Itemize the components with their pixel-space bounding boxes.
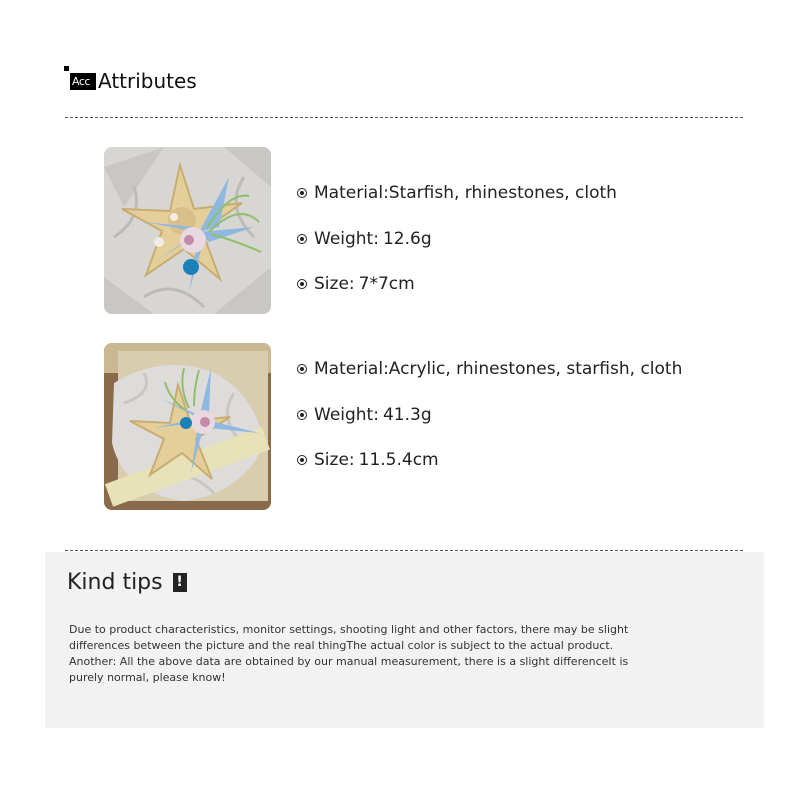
spec-value: 12.6g <box>382 229 432 249</box>
product-image-2[interactable] <box>104 343 271 510</box>
spec-material <box>297 183 617 203</box>
spec-label: Weight: <box>314 405 379 425</box>
spec-label: Material: <box>314 359 389 379</box>
product-card-1 <box>104 147 724 314</box>
bullet-icon <box>297 410 307 420</box>
tips-body: Due to product characteristics, monitor settings, shooting light and other factors, there may be slight differences between the picture and the real thingThe actual color is subject to the actual product. Another: All the above data are obtained by our manual measurement, there is a slight differenceIt is purely normal, please know! <box>69 623 629 684</box>
starfish-hairclip-photo <box>104 147 271 314</box>
product-image-1[interactable] <box>104 147 271 314</box>
spec-weight <box>297 229 432 249</box>
section-badge: Acc <box>70 73 96 90</box>
spec-value: 41.3g <box>382 405 432 425</box>
exclamation-icon: ! <box>173 573 187 592</box>
title-marker-dot <box>64 66 69 71</box>
spec-label: Weight: <box>314 229 379 249</box>
spec-size <box>297 450 439 470</box>
spec-value: Acrylic, rhinestones, starfish, cloth <box>388 359 683 379</box>
spec-label: Material: <box>314 183 389 203</box>
spec-material <box>297 359 682 379</box>
spec-size <box>297 274 415 294</box>
section-title: Attributes <box>98 69 197 93</box>
bullet-icon <box>297 234 307 244</box>
spec-weight <box>297 405 432 425</box>
top-divider <box>65 117 743 118</box>
spec-value: 7*7cm <box>358 274 415 294</box>
kind-tips-panel <box>45 552 764 728</box>
bullet-icon <box>297 364 307 374</box>
bottom-divider <box>65 550 743 551</box>
tips-heading <box>67 570 187 595</box>
bullet-icon <box>297 279 307 289</box>
tips-title: Kind tips <box>67 570 163 595</box>
bullet-icon <box>297 188 307 198</box>
product-card-2 <box>104 343 724 510</box>
spec-value: Starfish, rhinestones, cloth <box>388 183 617 203</box>
spec-label: Size: <box>314 274 355 294</box>
spec-label: Size: <box>314 450 355 470</box>
starfish-headband-photo <box>104 343 271 510</box>
bullet-icon <box>297 455 307 465</box>
spec-value: 11.5.4cm <box>358 450 439 470</box>
